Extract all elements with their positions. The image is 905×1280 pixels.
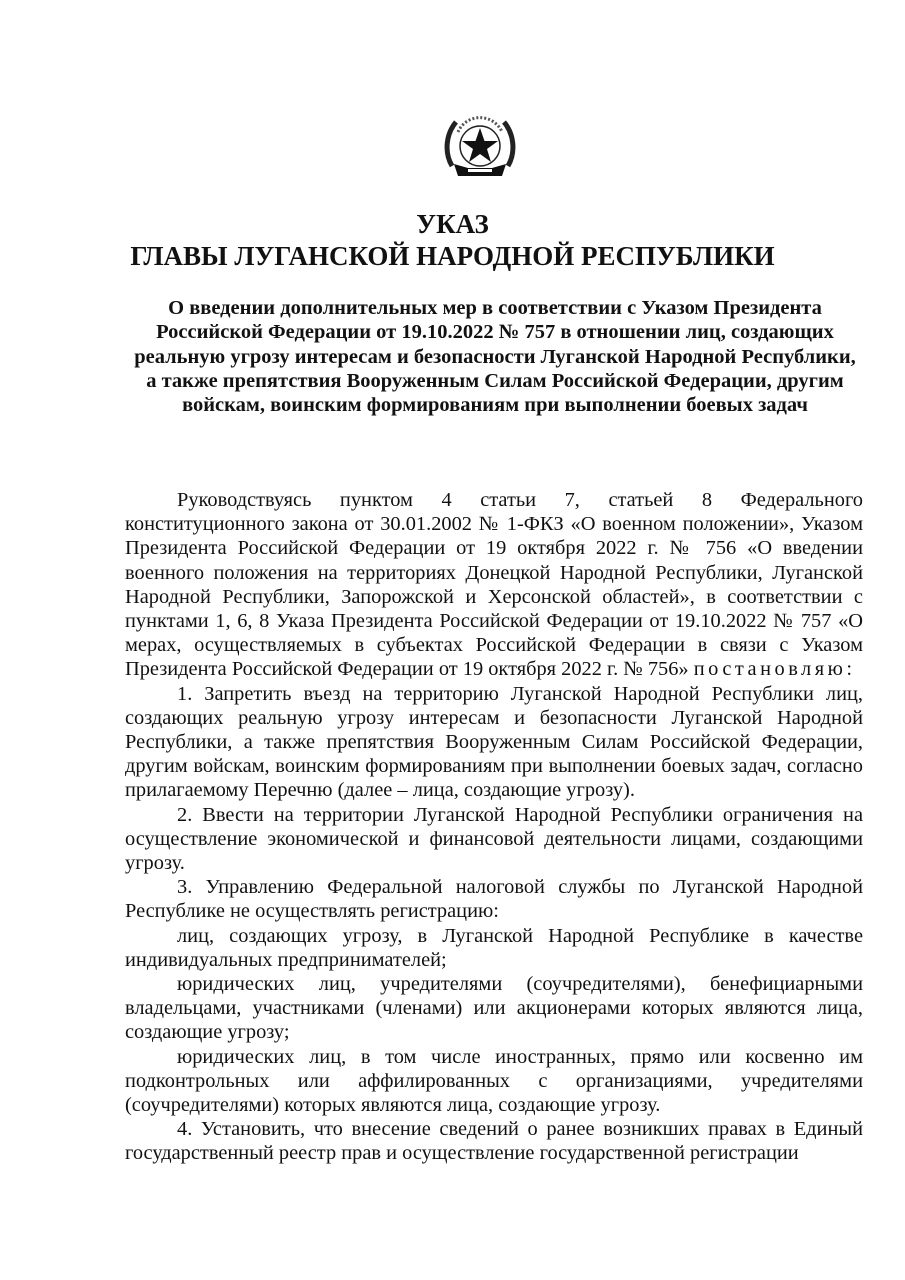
document-type-title: УКАЗ [416, 209, 489, 239]
paragraph-3-item-2: юридических лиц, учредителями (соучредителями), бенефициарными владельцами, участниками (членами) или акционерами которых являются лица, создающие угрозу; [125, 973, 863, 1044]
paragraph-3-item-3: юридических лиц, в том числе иностранных, прямо или косвенно им подконтрольных или аффилированных с организациями, учредителями (соучредителями) которых являются лица, создающие угрозу. [125, 1045, 863, 1117]
paragraph-4: 4. Установить, что внесение сведений о ранее возникших правах в Единый государственный реестр прав и осуществление государственной регистрации [125, 1118, 863, 1165]
issuer-title: ГЛАВЫ ЛУГАНСКОЙ НАРОДНОЙ РЕСПУБЛИКИ [130, 241, 775, 271]
paragraph-3-item-1: лиц, создающих угрозу, в Луганской Народной Республике в качестве индивидуальных предпринимателей; [125, 924, 863, 971]
paragraph-1: 1. Запретить въезд на территорию Луганской Народной Республики лиц, создающих реальную угрозу интересам и безопасности Луганской Народной Республики, а также препятствия Вооруженным Силам Российской Федерации, другим войскам, воинским формированиям при выполнении боевых задач, согласно прилагаемому Перечню (далее – лица, создающие угрозу). [125, 682, 863, 802]
decree-subject: О введении дополнительных мер в соответствии с Указом Президента Российской Федерации от 19.10.2022 № 757 в отношении лиц, создающих реальную угрозу интересам и безопасности Луганской Народной Республики, а также препятствия Вооруженным Силам Российской Федерации, другим войскам, воинским формированиям при выполнении боевых задач [134, 297, 856, 417]
paragraph-3: 3. Управлению Федеральной налоговой службы по Луганской Народной Республике не осуществлять регистрацию: [125, 876, 863, 923]
decree-body [125, 488, 863, 1166]
coat-of-arms-icon [442, 108, 518, 184]
paragraph-2: 2. Ввести на территории Луганской Народной Республики ограничения на осуществление экономической и финансовой деятельности лицами, создающими угрозу. [125, 803, 863, 875]
decree-word: постановляю: [693, 658, 856, 681]
preamble-text: Руководствуясь пунктом 4 статьи 7, статьей 8 Федерального конституционного закона от 30.01.2002 № 1-ФКЗ «О военном положении», Указом Президента Российской Федерации от 19 октября 2022 г. № 756 «О введении военного положения на территориях Донецкой Народной Республики, Луганской Народной Республики, Запорожской и Херсонской областей», в соответствии с пунктами 1, 6, 8 Указа Президента Российской Федерации от 19.10.2022 № 757 «О мерах, осуществляемых в субъектах Российской Федерации в связи с Указом Президента Российской Федерации от 19 октября 2022 г. № 756» [125, 489, 863, 681]
preamble-paragraph [125, 488, 863, 682]
